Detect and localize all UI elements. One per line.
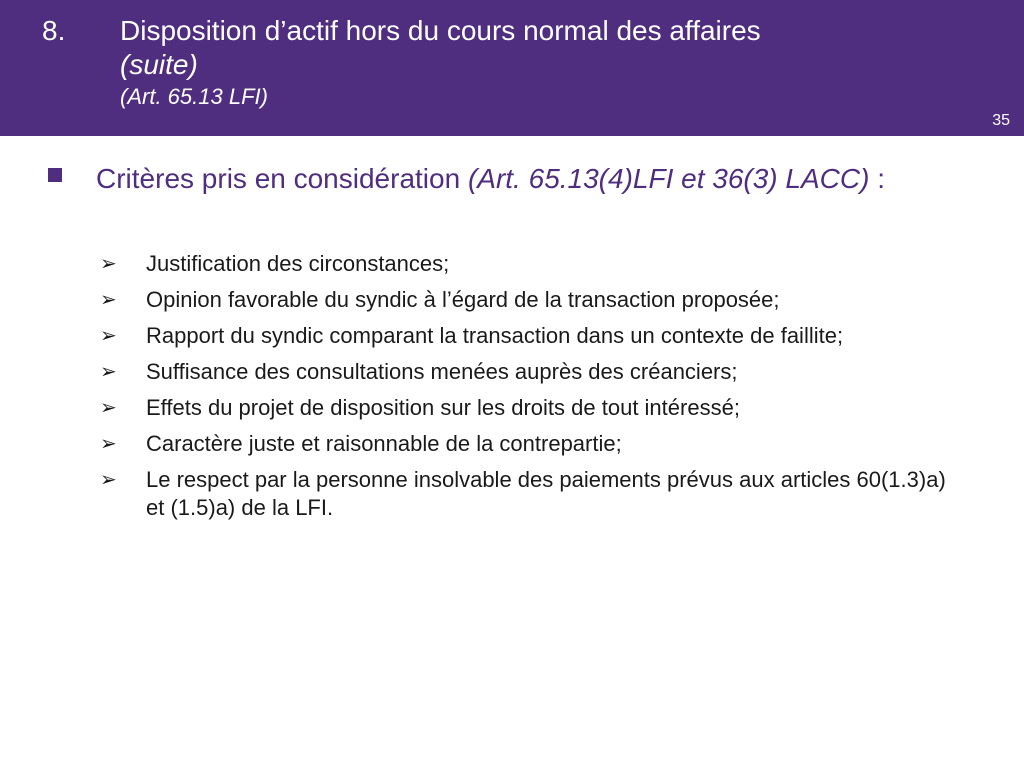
- list-item: [0, 466, 966, 522]
- list-item: [0, 250, 966, 278]
- list-item: [0, 430, 966, 458]
- sub-bullet-list: [0, 250, 1024, 530]
- arrowhead-bullet-icon: ➢: [100, 469, 117, 491]
- arrowhead-bullet-icon: ➢: [100, 361, 117, 383]
- slide-subtitle: (suite): [120, 49, 198, 80]
- slide-title-text: Disposition d’actif hors du cours normal des affaires: [120, 15, 761, 46]
- list-item-text: Le respect par la personne insolvable des paiements prévus aux articles 60(1.3)a) et (1.5)a) de la LFI.: [146, 467, 946, 520]
- arrowhead-bullet-icon: ➢: [100, 433, 117, 455]
- list-item-text: Effets du projet de disposition sur les droits de tout intéressé;: [146, 395, 740, 420]
- criteria-suffix: :: [869, 163, 885, 194]
- list-item: [0, 358, 966, 386]
- section-number: 8.: [42, 15, 66, 46]
- page-number: 35: [992, 112, 1010, 129]
- arrowhead-bullet-icon: ➢: [100, 325, 117, 347]
- arrowhead-bullet-icon: ➢: [100, 253, 117, 275]
- list-item-text: Opinion favorable du syndic à l’égard de la transaction proposée;: [146, 287, 780, 312]
- list-item: [0, 322, 966, 350]
- list-item-text: Rapport du syndic comparant la transaction dans un contexte de faillite;: [146, 323, 844, 348]
- list-item-text: Suffisance des consultations menées auprès des créanciers;: [146, 359, 738, 384]
- criteria-citation: (Art. 65.13(4)LFI et 36(3) LACC): [467, 163, 870, 194]
- slide-title: [120, 14, 980, 112]
- list-item-text: Justification des circonstances;: [146, 251, 450, 276]
- list-item-text: Caractère juste et raisonnable de la contrepartie;: [146, 431, 622, 456]
- slide-header: [0, 0, 1024, 136]
- arrowhead-bullet-icon: ➢: [100, 397, 117, 419]
- criteria-heading: Critères pris en considération: [96, 163, 468, 194]
- arrowhead-bullet-icon: ➢: [100, 289, 117, 311]
- slide-article-ref: (Art. 65.13 LFI): [120, 84, 268, 109]
- main-bullet-text: [96, 160, 956, 198]
- list-item: [0, 286, 966, 314]
- square-bullet-icon: [48, 168, 62, 182]
- list-item: [0, 394, 966, 422]
